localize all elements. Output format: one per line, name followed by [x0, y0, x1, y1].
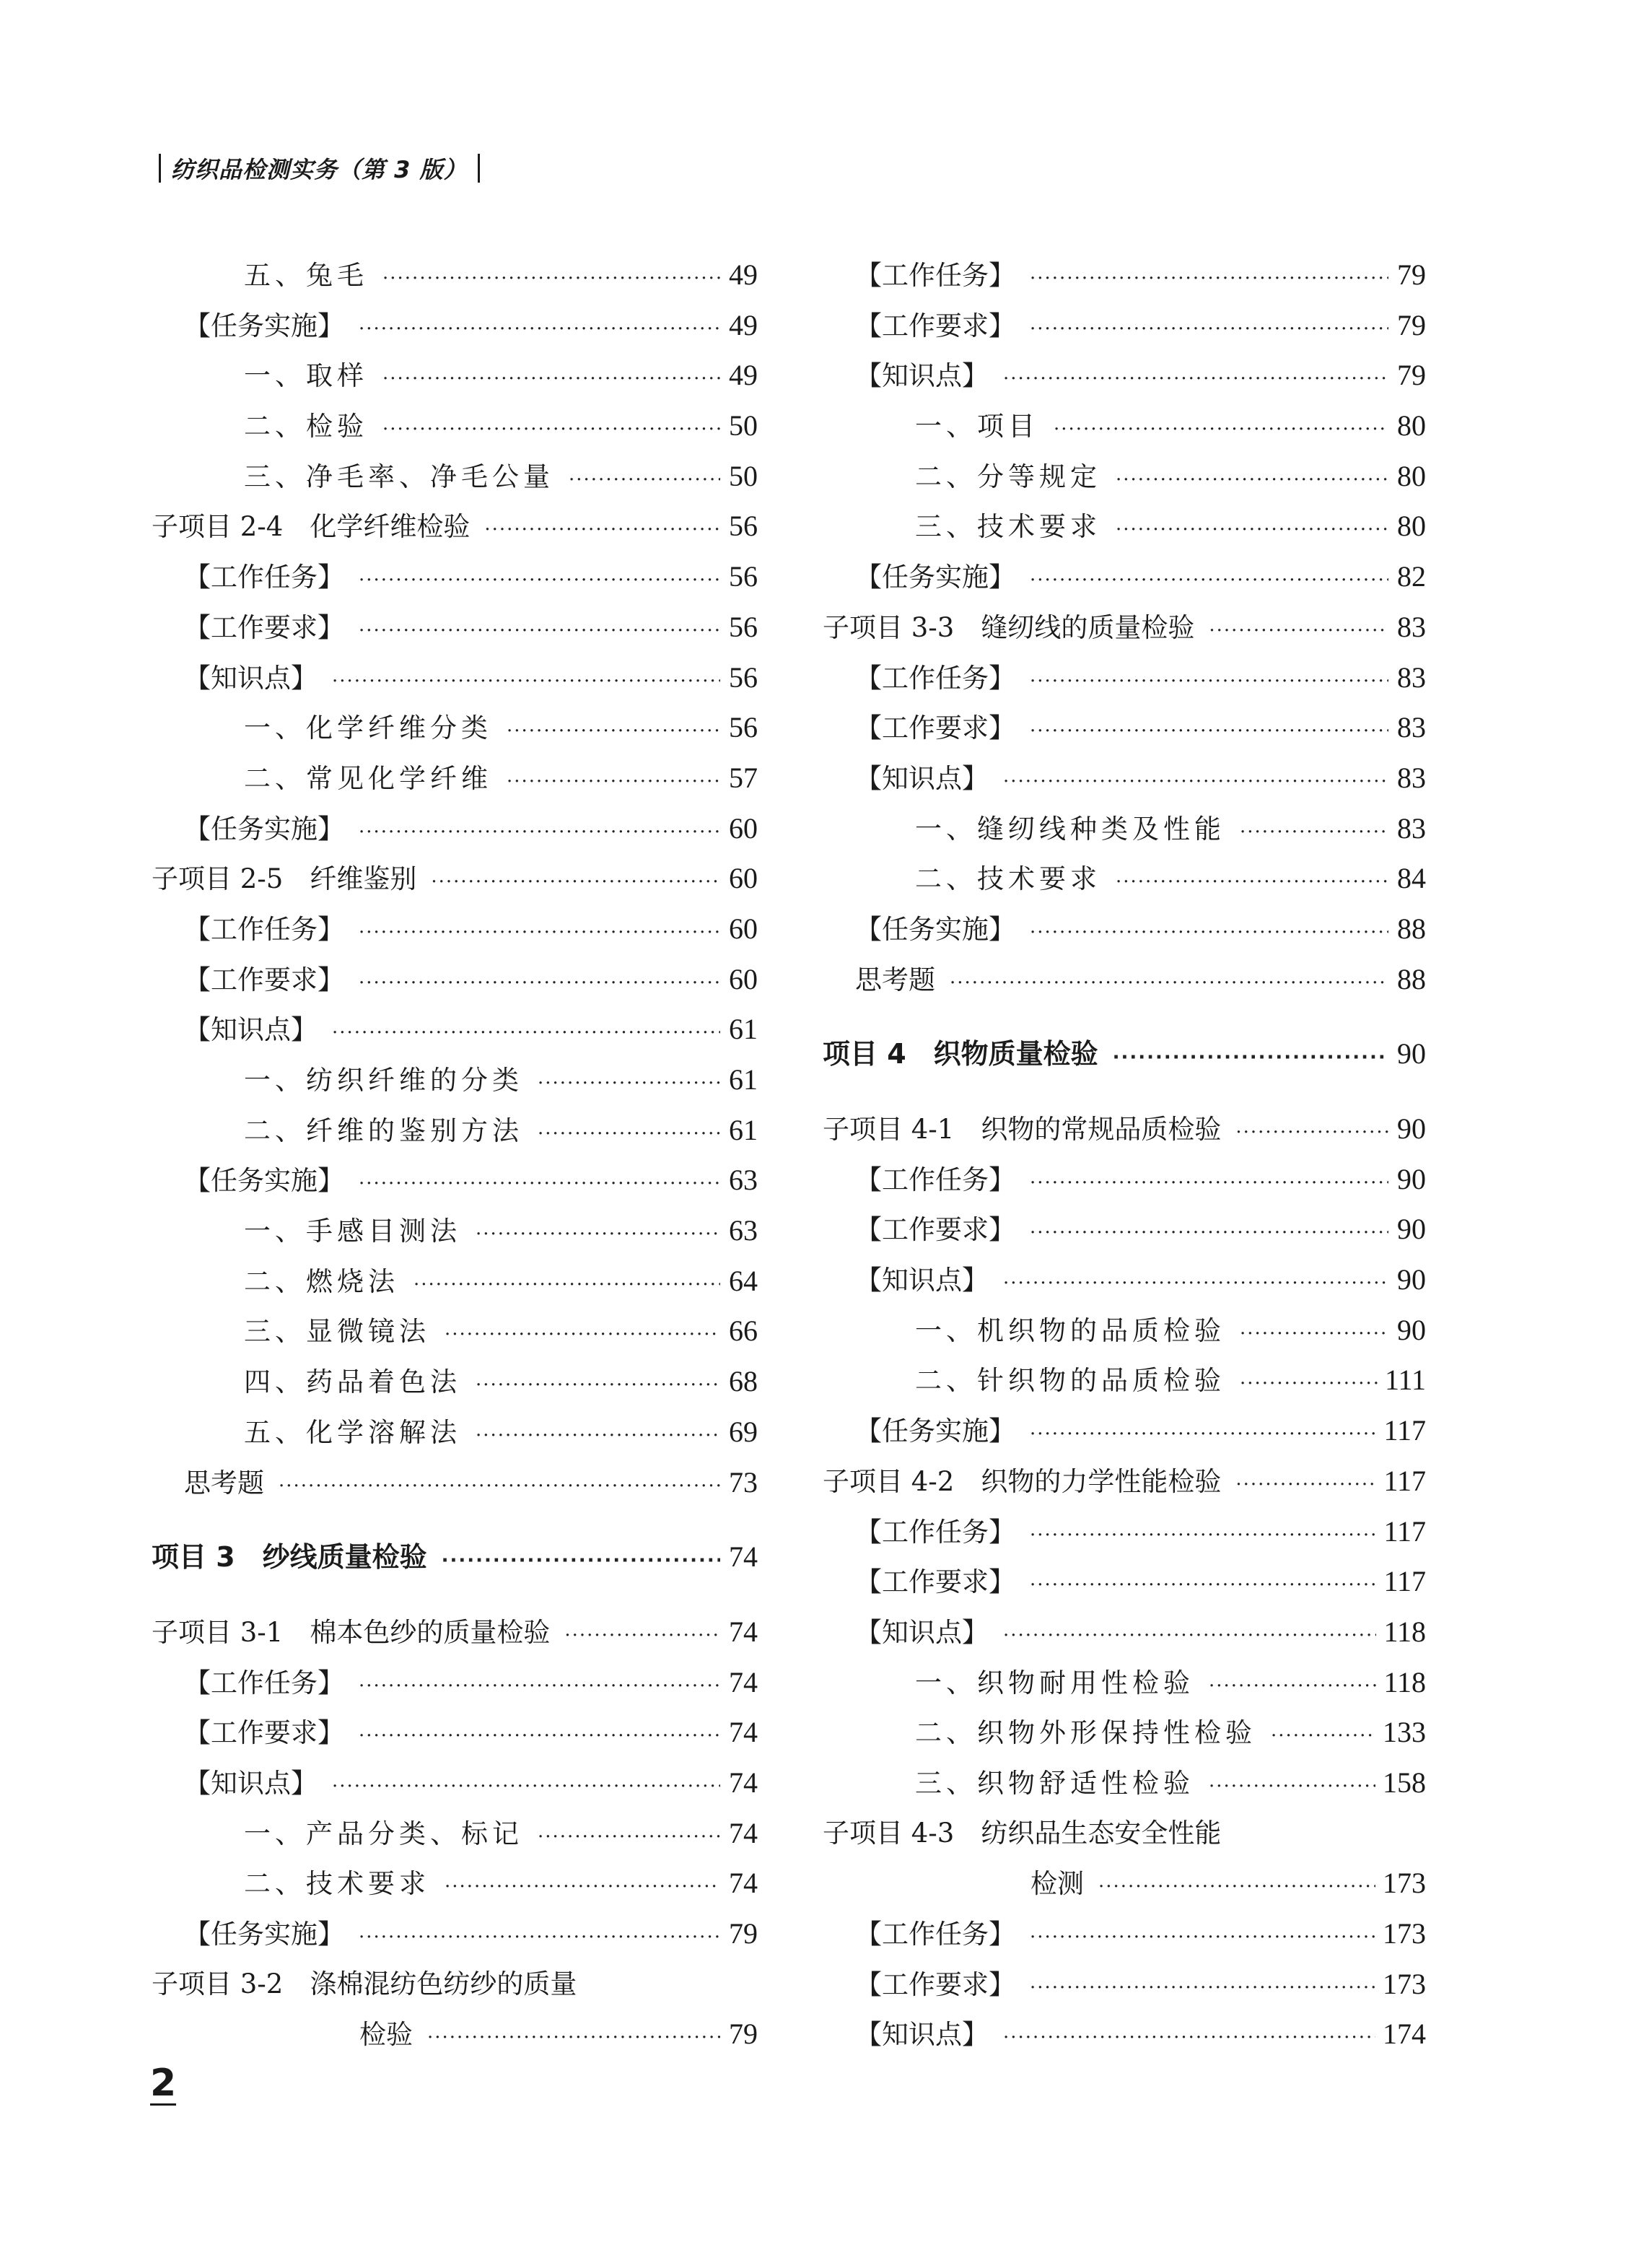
toc-entry[interactable]: [152, 1959, 758, 2010]
toc-page-number: 83: [1397, 610, 1426, 643]
dot-leader: [476, 1361, 720, 1411]
toc-page-number: 174: [1383, 2018, 1426, 2051]
toc-page-number: 88: [1397, 962, 1426, 995]
dot-leader: [1030, 657, 1388, 707]
dot-leader: [1030, 1561, 1376, 1611]
toc-entry-title: 【工作要求】: [855, 1968, 1015, 2000]
toc-entry-title: 【工作要求】: [855, 1566, 1015, 1598]
toc-entry-title: 【工作要求】: [855, 1214, 1015, 1246]
dot-leader: [1003, 757, 1388, 808]
toc-page-number: 133: [1383, 1716, 1426, 1749]
toc-entry-title: 子项目 4-1 织物的常规品质检验: [823, 1114, 1222, 1145]
dot-leader: [1235, 1108, 1388, 1159]
dot-leader: [1030, 1159, 1388, 1209]
dot-leader: [950, 959, 1388, 1009]
toc-page-number: 60: [729, 862, 758, 895]
toc-page-number: 74: [729, 1540, 758, 1574]
toc-page-number: 74: [729, 1716, 758, 1749]
toc-page-number: 56: [729, 560, 758, 593]
toc-page-number: 60: [729, 811, 758, 845]
dot-leader: [1209, 606, 1388, 657]
toc-entry[interactable]: [823, 1707, 1426, 1758]
toc-entry[interactable]: [152, 551, 758, 602]
toc-page-number: 117: [1383, 1514, 1426, 1548]
toc-entry[interactable]: [823, 1808, 1426, 1859]
toc-page-number: 118: [1383, 1665, 1426, 1698]
toc-entry[interactable]: [152, 853, 758, 904]
toc-entry-title: 【任务实施】: [184, 1919, 344, 1950]
toc-entry[interactable]: [152, 250, 758, 300]
toc-entry[interactable]: [823, 551, 1426, 602]
toc-entry[interactable]: [152, 1155, 758, 1205]
toc-entry[interactable]: [823, 1154, 1426, 1205]
toc-entry-title: 三、技术要求: [915, 511, 1101, 543]
toc-entry[interactable]: [823, 300, 1426, 351]
toc-page-number: 56: [729, 510, 758, 543]
toc-page-number: 56: [729, 610, 758, 643]
dot-leader: [359, 808, 720, 858]
toc-page-number: 80: [1397, 409, 1426, 442]
toc-entry[interactable]: [152, 300, 758, 351]
dot-leader: [445, 1310, 720, 1361]
toc-entry-title: 【工作任务】: [855, 1516, 1015, 1548]
toc-project-heading[interactable]: [152, 1532, 758, 1582]
toc-page-number: 56: [729, 660, 758, 694]
toc-entry-title: 二、技术要求: [915, 863, 1101, 895]
dot-leader: [359, 556, 720, 606]
toc-entry-title: 思考题: [184, 1467, 264, 1499]
toc-entry[interactable]: [152, 1808, 758, 1859]
toc-entry[interactable]: [152, 451, 758, 502]
toc-entry[interactable]: [823, 954, 1426, 1005]
toc-entry[interactable]: [152, 1105, 758, 1156]
toc-entry-title: 思考题: [855, 964, 935, 995]
toc-entry[interactable]: [152, 1004, 758, 1055]
dot-leader: [1116, 455, 1388, 506]
dot-leader: [1030, 556, 1388, 606]
toc-page-number: 83: [1397, 811, 1426, 845]
toc-page-number: 57: [729, 761, 758, 794]
dot-leader: [382, 254, 720, 305]
toc-entry[interactable]: [823, 2009, 1426, 2059]
toc-entry[interactable]: [823, 702, 1426, 753]
dot-leader: [1003, 2013, 1375, 2064]
toc-entry[interactable]: [823, 401, 1426, 451]
toc-entry-title: 二、针织物的品质检验: [915, 1365, 1225, 1397]
toc-entry[interactable]: [823, 250, 1426, 300]
toc-page-number: 117: [1383, 1414, 1426, 1447]
header-rule-right: [478, 154, 480, 183]
toc-page-number: 79: [1397, 258, 1426, 291]
toc-entry-title: 二、常见化学纤维: [244, 762, 492, 794]
dot-leader: [484, 505, 720, 556]
toc-entry-title: 【任务实施】: [184, 310, 344, 341]
toc-page-number: 63: [729, 1214, 758, 1247]
dot-leader: [1030, 908, 1388, 959]
toc-entry[interactable]: [152, 1356, 758, 1407]
toc-entry[interactable]: [823, 904, 1426, 954]
toc-page-number: 69: [729, 1415, 758, 1448]
toc-entry-title: 【知识点】: [855, 2019, 989, 2051]
toc-entry[interactable]: [823, 1959, 1426, 2010]
dot-leader: [1003, 1259, 1388, 1309]
toc-entry-title: 一、纺织纤维的分类: [244, 1065, 523, 1096]
toc-entry[interactable]: [823, 1204, 1426, 1255]
toc-page-number: 90: [1397, 1112, 1426, 1145]
toc-entry[interactable]: [152, 1607, 758, 1657]
toc-page-number: 61: [729, 1063, 758, 1096]
toc-entry-title: 【任务实施】: [855, 562, 1015, 593]
dot-leader: [413, 1260, 720, 1311]
toc-entry-title: 【工作要求】: [184, 1717, 344, 1749]
toc-page-number: 74: [729, 1766, 758, 1799]
dot-leader: [1240, 808, 1388, 858]
toc-entry[interactable]: [152, 1909, 758, 1959]
toc-page-number: 117: [1383, 1565, 1426, 1598]
dot-leader: [1116, 858, 1388, 908]
dot-leader: [382, 405, 720, 455]
toc-page-number: 173: [1383, 1967, 1426, 2000]
toc-entry[interactable]: [152, 2009, 758, 2059]
dot-leader: [564, 1611, 720, 1662]
toc-page-number: 74: [729, 1867, 758, 1900]
toc-entry[interactable]: [823, 350, 1426, 401]
toc-entry-title: 子项目 3-2 涤棉混纺色纺纱的质量: [152, 1968, 577, 1999]
toc-entry-title: 子项目 2-4 化学纤维检验: [152, 511, 471, 543]
toc-entry-title: 五、兔毛: [244, 260, 368, 291]
toc-page-number: 63: [729, 1164, 758, 1197]
toc-entry-title: 【知识点】: [855, 1265, 989, 1296]
toc-entry[interactable]: [823, 602, 1426, 653]
toc-entry-title: 四、药品着色法: [244, 1366, 461, 1398]
toc-page-number: 49: [729, 258, 758, 291]
toc-entry[interactable]: [823, 501, 1426, 551]
toc-entry-title: 【知识点】: [855, 762, 989, 794]
dot-leader: [359, 1159, 720, 1210]
toc-entry-title: 【工作要求】: [855, 310, 1015, 341]
dot-leader: [1003, 1611, 1376, 1662]
toc-entry-title: 【工作要求】: [855, 712, 1015, 744]
toc-entry[interactable]: [823, 1355, 1426, 1405]
toc-entry-title: 【知识点】: [184, 1767, 318, 1799]
toc-entry[interactable]: [152, 904, 758, 954]
dot-leader: [1113, 1033, 1388, 1083]
toc-entry[interactable]: [152, 954, 758, 1005]
dot-leader: [359, 1913, 720, 1963]
toc-entry-title: 一、项目: [915, 411, 1039, 442]
dot-leader: [1030, 305, 1388, 355]
toc-entry-title: 子项目 3-1 棉本色纱的质量检验: [152, 1616, 551, 1648]
toc-entry[interactable]: [823, 853, 1426, 904]
toc-entry-title: 一、取样: [244, 360, 368, 392]
dot-leader: [1240, 1309, 1388, 1360]
toc-page-number: 79: [729, 2018, 758, 2051]
dot-leader: [507, 757, 720, 808]
toc-entry[interactable]: [152, 501, 758, 551]
toc-page-number: 158: [1383, 1766, 1426, 1799]
toc-page-number: 49: [729, 359, 758, 392]
dot-leader: [538, 1813, 720, 1863]
toc-page-number: 90: [1397, 1162, 1426, 1195]
dot-leader: [359, 1711, 720, 1762]
toc-page-number: 68: [729, 1365, 758, 1398]
toc-entry-title: 【工作任务】: [855, 1164, 1015, 1195]
toc-entry[interactable]: [823, 1909, 1426, 1959]
toc-page-number: 49: [729, 308, 758, 341]
toc-entry[interactable]: [152, 602, 758, 653]
dot-leader: [1054, 405, 1388, 455]
toc-entry[interactable]: [152, 1457, 758, 1508]
toc-page-number: 50: [729, 409, 758, 442]
page-number: 2: [150, 2062, 177, 2105]
dot-leader: [1209, 1762, 1375, 1813]
dot-leader: [569, 455, 720, 506]
dot-leader: [427, 2013, 720, 2064]
toc-entry-title: 【工作任务】: [184, 1667, 344, 1698]
toc-entry-title: 一、产品分类、标记: [244, 1818, 523, 1849]
toc-entry-title: 二、检验: [244, 411, 368, 442]
toc-entry[interactable]: [823, 1657, 1426, 1708]
toc-entry-title: 【工作要求】: [184, 964, 344, 995]
toc-entry-title: 二、燃烧法: [244, 1265, 399, 1297]
toc-page-number: 88: [1397, 912, 1426, 945]
dot-leader: [332, 657, 720, 707]
toc-entry[interactable]: [152, 1407, 758, 1457]
toc-entry[interactable]: [152, 1858, 758, 1909]
toc-entry-title: 三、净毛率、净毛公量: [244, 461, 554, 492]
dot-leader: [1003, 354, 1388, 405]
dot-leader: [359, 908, 720, 959]
toc-entry[interactable]: [823, 1456, 1426, 1506]
toc-page-number: 111: [1384, 1364, 1426, 1397]
toc-page-number: 60: [729, 962, 758, 995]
toc-entry-title: 【任务实施】: [184, 813, 344, 845]
toc-entry-title: 一、织物耐用性检验: [915, 1667, 1194, 1698]
dot-leader: [332, 1008, 720, 1059]
toc-entry[interactable]: [152, 1657, 758, 1708]
toc-page-number: 90: [1397, 1263, 1426, 1296]
toc-entry[interactable]: [823, 1255, 1426, 1305]
toc-page-number: 117: [1383, 1464, 1426, 1497]
toc-page-number: 61: [729, 1113, 758, 1146]
dot-leader: [1271, 1711, 1375, 1762]
toc-entry[interactable]: [823, 1405, 1426, 1456]
toc-page-number: 50: [729, 459, 758, 492]
toc-entry-title: 【工作任务】: [184, 913, 344, 945]
toc-entry[interactable]: [152, 1707, 758, 1758]
toc-entry-title: 二、分等规定: [915, 461, 1101, 492]
dot-leader: [476, 1411, 720, 1462]
toc-page-number: 79: [1397, 308, 1426, 341]
toc-entry-title: 二、纤维的鉴别方法: [244, 1115, 523, 1146]
toc-entry-title: 【工作任务】: [855, 1919, 1015, 1950]
toc-page-number: 118: [1383, 1615, 1426, 1648]
dot-leader: [1030, 254, 1388, 305]
toc-entry[interactable]: [823, 1104, 1426, 1154]
toc-entry-title: 二、织物外形保持性检验: [915, 1717, 1256, 1749]
toc-page-number: 90: [1397, 1213, 1426, 1246]
toc-entry[interactable]: [152, 702, 758, 753]
toc-entry[interactable]: [823, 1607, 1426, 1657]
toc-entry-title: 子项目 2-5 纤维鉴别: [152, 863, 417, 895]
toc-entry-title: 【任务实施】: [855, 913, 1015, 945]
toc-page-number: 74: [729, 1615, 758, 1648]
toc-page-number: 66: [729, 1314, 758, 1348]
dot-leader: [1209, 1662, 1376, 1712]
dot-leader: [445, 1862, 720, 1913]
toc-entry[interactable]: [823, 1556, 1426, 1607]
toc-page-number: 90: [1397, 1313, 1426, 1346]
dot-leader: [1030, 707, 1388, 757]
toc-entry-title: 【工作任务】: [184, 562, 344, 593]
toc-page-number: 173: [1383, 1917, 1426, 1950]
toc-entry[interactable]: [823, 803, 1426, 854]
dot-leader: [359, 959, 720, 1009]
dot-leader: [1030, 1963, 1375, 2014]
toc-entry-title: 三、显微镜法: [244, 1316, 430, 1348]
toc-entry-title: 【工作任务】: [855, 260, 1015, 291]
toc-page-number: 73: [729, 1465, 758, 1499]
toc-entry-title: 【知识点】: [184, 662, 318, 694]
dot-leader: [279, 1462, 720, 1512]
toc-entry-title: 子项目 4-2 织物的力学性能检验: [823, 1465, 1222, 1497]
dot-leader: [1116, 505, 1388, 556]
toc-page-number: 80: [1397, 510, 1426, 543]
toc-page-number: 79: [729, 1917, 758, 1950]
toc-entry-title: 【知识点】: [855, 1616, 989, 1648]
toc-entry[interactable]: [152, 753, 758, 803]
dot-leader: [1030, 1208, 1388, 1259]
toc-page-number: 74: [729, 1665, 758, 1698]
toc-entry-title: 二、技术要求: [244, 1868, 430, 1900]
toc-page-number: 79: [1397, 359, 1426, 392]
toc-right-column: [823, 250, 1426, 2059]
toc-page-number: 74: [729, 1816, 758, 1849]
toc-entry[interactable]: [152, 1205, 758, 1256]
toc-entry-title: 【任务实施】: [184, 1165, 344, 1197]
toc-entry-title: 一、化学纤维分类: [244, 712, 492, 744]
dot-leader: [507, 707, 720, 757]
toc-page-number: 83: [1397, 660, 1426, 694]
toc-entry-title: 【工作要求】: [184, 611, 344, 643]
toc-entry[interactable]: [823, 753, 1426, 803]
toc-entry-title: 三、织物舒适性检验: [915, 1767, 1194, 1799]
toc-entry[interactable]: [823, 1858, 1426, 1909]
toc-entry[interactable]: [152, 350, 758, 401]
toc-left-column: [152, 250, 758, 2059]
toc-entry[interactable]: [152, 1758, 758, 1808]
running-header: [149, 150, 490, 186]
dot-leader: [1098, 1862, 1375, 1913]
toc-entry[interactable]: [823, 451, 1426, 502]
dot-leader: [1030, 1410, 1376, 1460]
toc-page-number: 61: [729, 1013, 758, 1046]
toc-entry-title: 一、机织物的品质检验: [915, 1314, 1225, 1346]
toc-entry[interactable]: [152, 653, 758, 703]
toc-entry[interactable]: [152, 1306, 758, 1356]
toc-entry-title: 子项目 4-3 纺织品生态安全性能: [823, 1817, 1222, 1849]
dot-leader: [1240, 1359, 1378, 1410]
toc-entry[interactable]: [152, 1256, 758, 1307]
toc-entry-title: 【任务实施】: [855, 1416, 1015, 1447]
dot-leader: [359, 305, 720, 355]
toc-page-number: 84: [1397, 862, 1426, 895]
toc-page-number: 80: [1397, 459, 1426, 492]
toc-entry-title: 一、缝纫线种类及性能: [915, 813, 1225, 845]
toc-entry-title: 检验: [359, 2019, 413, 2051]
dot-leader: [382, 354, 720, 405]
toc-entry-title: 子项目 3-3 缝纫线的质量检验: [823, 611, 1195, 643]
toc-entry[interactable]: [823, 1506, 1426, 1557]
dot-leader: [1030, 1913, 1375, 1963]
toc-entry-title: 五、化学溶解法: [244, 1416, 461, 1448]
dot-leader: [332, 1762, 720, 1813]
toc-page-number: 83: [1397, 711, 1426, 744]
toc-entry[interactable]: [823, 1758, 1426, 1808]
toc-page-number: 60: [729, 912, 758, 945]
toc-page-number: 82: [1397, 560, 1426, 593]
dot-leader: [1235, 1460, 1376, 1511]
toc-entry-title: 【知识点】: [184, 1014, 318, 1046]
toc-entry-title: 一、手感目测法: [244, 1216, 461, 1247]
dot-leader: [431, 858, 720, 908]
dot-leader: [1030, 1511, 1376, 1561]
toc-project-heading[interactable]: [823, 1029, 1426, 1079]
dot-leader: [476, 1210, 720, 1260]
dot-leader: [359, 1662, 720, 1712]
toc-entry[interactable]: [152, 1055, 758, 1105]
toc-entry-title: 【工作任务】: [855, 662, 1015, 694]
toc-page-number: 64: [729, 1264, 758, 1297]
toc-entry-title: 项目 4 织物质量检验: [823, 1038, 1098, 1070]
toc-entry[interactable]: [823, 653, 1426, 703]
toc-entry-title: 【知识点】: [855, 360, 989, 392]
dot-leader: [359, 606, 720, 657]
toc-page-number: 173: [1383, 1867, 1426, 1900]
toc-entry[interactable]: [152, 401, 758, 451]
dot-leader: [538, 1109, 720, 1160]
toc-entry-title: 检测: [1030, 1868, 1084, 1900]
dot-leader: [442, 1536, 720, 1587]
dot-leader: [538, 1059, 720, 1109]
toc-entry-title: 项目 3 纱线质量检验: [152, 1541, 427, 1574]
book-title: 纺织品检测实务（第 3 版）: [171, 156, 468, 183]
toc-entry[interactable]: [152, 803, 758, 854]
header-rule-left: [159, 154, 161, 183]
toc-page-number: 83: [1397, 761, 1426, 794]
toc-page-number: 56: [729, 711, 758, 744]
toc-page-number: 90: [1397, 1037, 1426, 1070]
toc-entry[interactable]: [823, 1305, 1426, 1356]
